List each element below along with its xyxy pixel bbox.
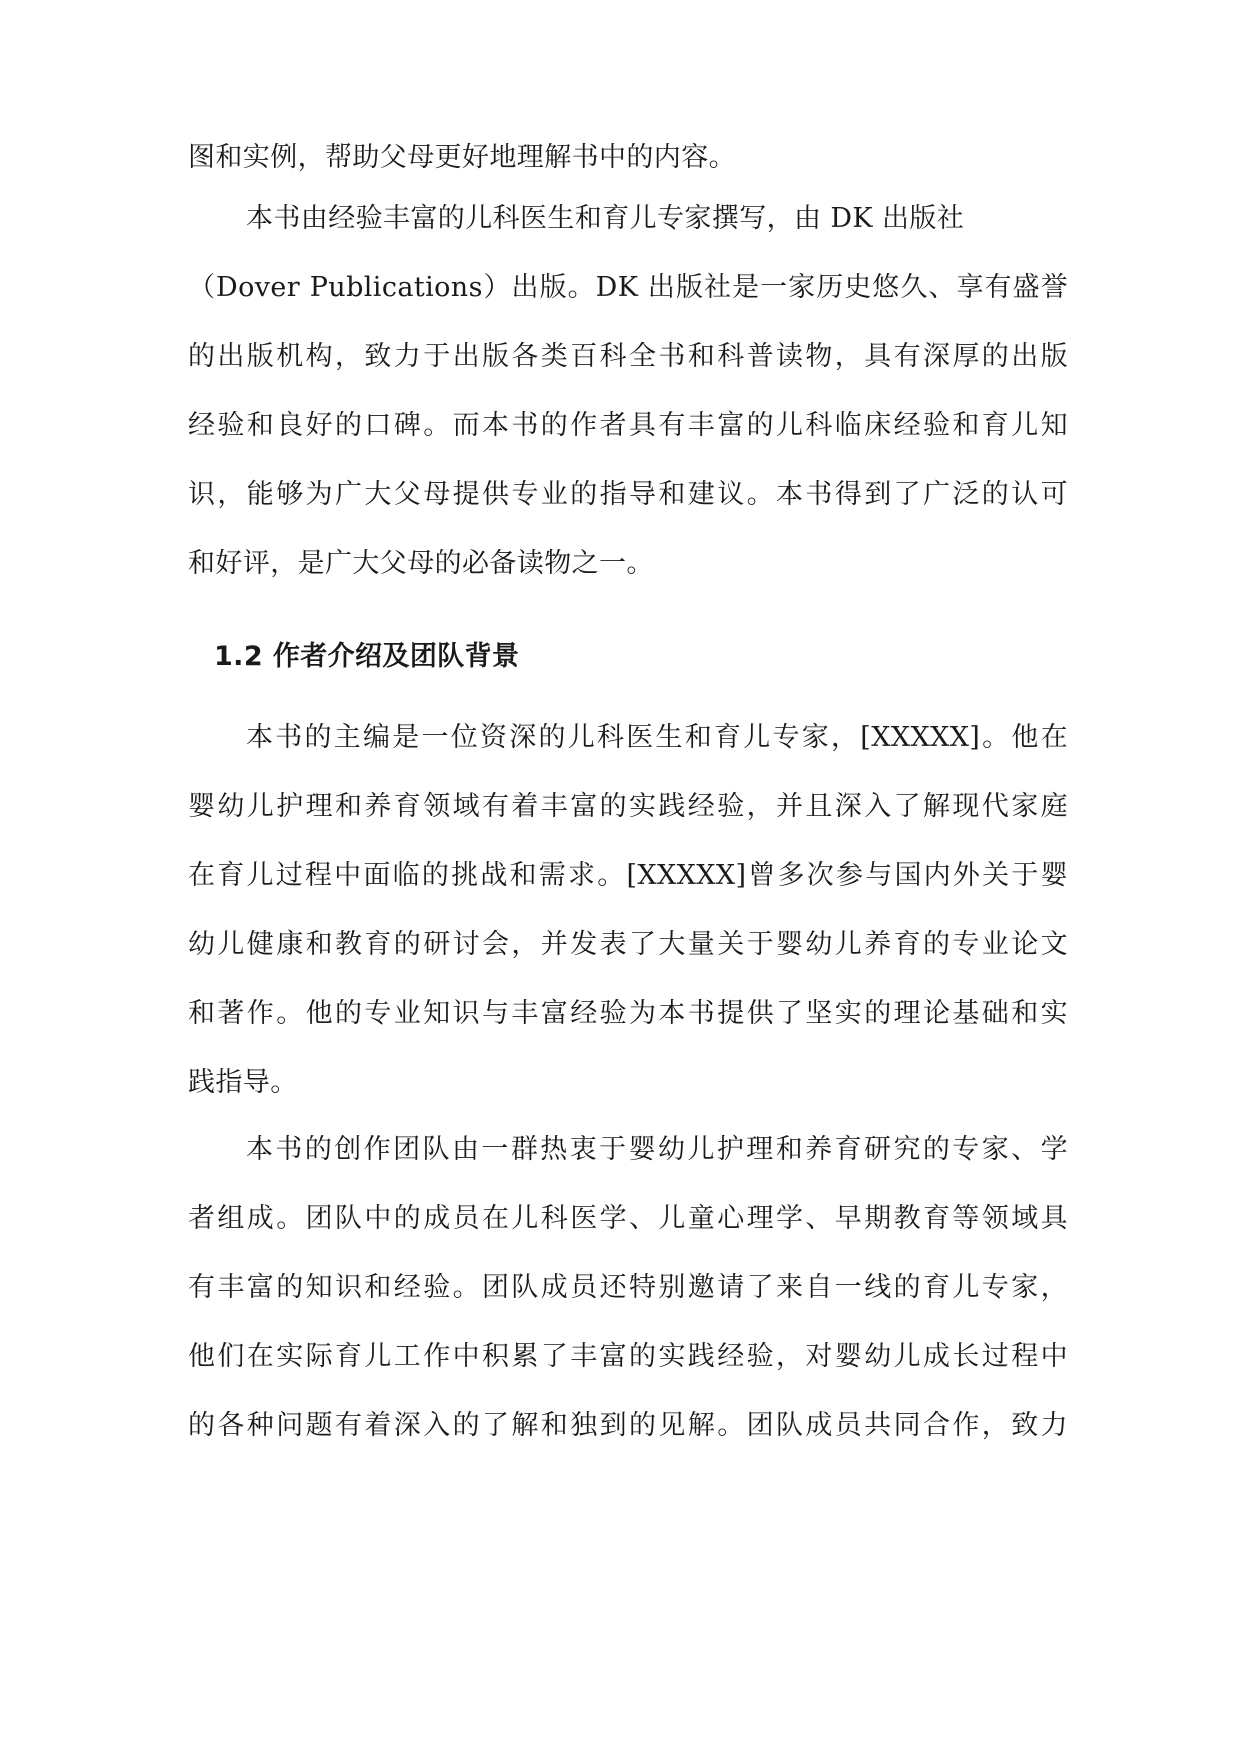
paragraph-2-line-4: 经验和良好的口碑。而本书的作者具有丰富的儿科临床经验和育儿知: [188, 410, 1068, 441]
paragraph-4-line-4: 他们在实际育儿工作中积累了丰富的实践经验，对婴幼儿成长过程中: [188, 1341, 1068, 1372]
paragraph-3-line-6: 践指导。: [188, 1067, 298, 1098]
paragraph-2-line-1: 本书由经验丰富的儿科医生和育儿专家撰写，由 DK 出版社: [246, 203, 965, 234]
paragraph-1-line-1: 图和实例，帮助父母更好地理解书中的内容。: [188, 142, 736, 173]
paragraph-3-line-4: 幼儿健康和教育的研讨会，并发表了大量关于婴幼儿养育的专业论文: [188, 929, 1068, 960]
paragraph-2-line-5: 识，能够为广大父母提供专业的指导和建议。本书得到了广泛的认可: [188, 479, 1068, 510]
paragraph-3-line-5: 和著作。他的专业知识与丰富经验为本书提供了坚实的理论基础和实: [188, 998, 1068, 1029]
paragraph-4-line-5: 的各种问题有着深入的了解和独到的见解。团队成员共同合作，致力: [188, 1410, 1068, 1441]
section-heading: 1.2 作者介绍及团队背景: [214, 641, 520, 672]
paragraph-4-line-3: 有丰富的知识和经验。团队成员还特别邀请了来自一线的育儿专家，: [188, 1272, 1068, 1303]
paragraph-2-line-3: 的出版机构，致力于出版各类百科全书和科普读物，具有深厚的出版: [188, 341, 1068, 372]
paragraph-3-line-3: 在育儿过程中面临的挑战和需求。[XXXXX]曾多次参与国内外关于婴: [188, 860, 1068, 891]
paragraph-2-line-2: （Dover Publications）出版。DK 出版社是一家历史悠久、享有盛誉: [188, 272, 1068, 303]
paragraph-3-line-2: 婴幼儿护理和养育领域有着丰富的实践经验，并且深入了解现代家庭: [188, 791, 1068, 822]
paragraph-3-line-1: 本书的主编是一位资深的儿科医生和育儿专家，[XXXXX]。他在: [246, 722, 1068, 753]
paragraph-4-line-2: 者组成。团队中的成员在儿科医学、儿童心理学、早期教育等领域具: [188, 1203, 1068, 1234]
paragraph-2-line-6: 和好评，是广大父母的必备读物之一。: [188, 548, 654, 579]
paragraph-4-line-1: 本书的创作团队由一群热衷于婴幼儿护理和养育研究的专家、学: [246, 1134, 1068, 1165]
